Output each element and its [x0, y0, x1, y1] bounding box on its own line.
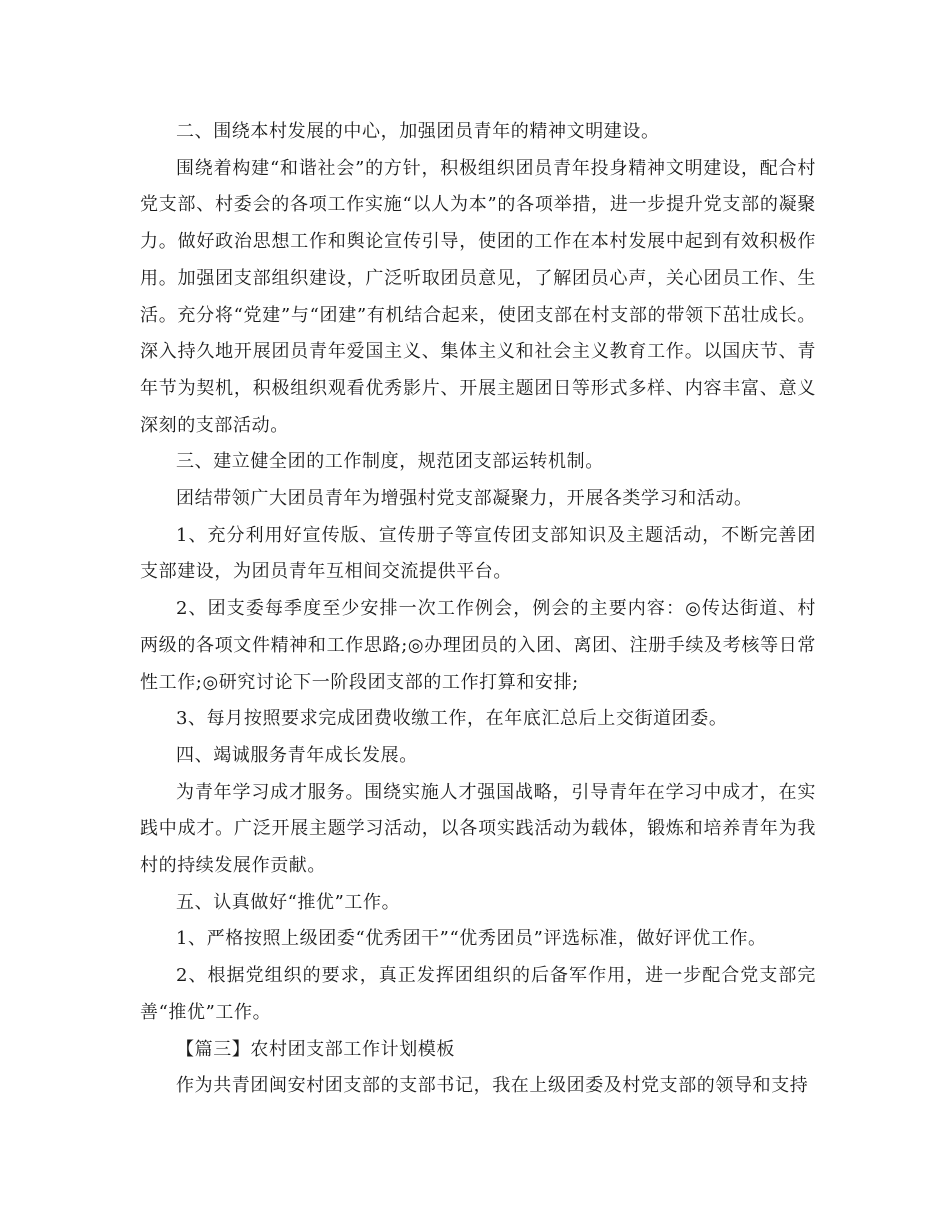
- article-title: 【篇三】农村团支部工作计划模板: [176, 1038, 455, 1060]
- list-item: 2、根据党组织的要求，真正发挥团组织的后备军作用，进一步配合党支部完善“推优”工作。: [140, 965, 816, 1023]
- section-heading-four: 四、竭诚服务青年成长发展。: [176, 744, 418, 766]
- list-item: 1、严格按照上级团委“优秀团干”“优秀团员”评选标准，做好评优工作。: [176, 928, 767, 950]
- body-paragraph: 为青年学习成才服务。围绕实施人才强国战略，引导青年在学习中成才，在实践中成才。广泛开展主题学习活动，以各项实践活动为载体，锻炼和培养青年为我村的持续发展作贡献。: [140, 781, 816, 877]
- list-item: 2、团支委每季度至少安排一次工作例会，例会的主要内容：◎传达街道、村两级的各项文件精神和工作思路;◎办理团员的入团、离团、注册手续及考核等日常性工作;◎研究讨论下一阶段团支部的工作打算和安排;: [140, 598, 816, 693]
- list-item: 1、充分利用好宣传版、宣传册子等宣传团支部知识及主题活动，不断完善团支部建设，为团员青年互相间交流提供平台。: [140, 524, 816, 583]
- section-heading-two: 二、围绕本村发展的中心，加强团员青年的精神文明建设。: [176, 121, 660, 142]
- document-body: [140, 114, 816, 1105]
- section-heading-five: 五、认真做好“推优”工作。: [176, 891, 401, 913]
- section-heading-three: 三、建立健全团的工作制度，规范团支部运转机制。: [176, 451, 604, 473]
- body-paragraph: 围绕着构建“和谐社会”的方针，积极组织团员青年投身精神文明建设，配合村党支部、村委会的各项工作实施“以人为本”的各项举措，进一步提升党支部的凝聚力。做好政治思想工作和舆论宣传引导，使团的工作在本村发展中起到有效积极作用。加强团支部组织建设，广泛听取团员意见，了解团员心声，关心团员工作、生活。充分将“党建”与“团建”有机结合起来，使团支部在村支部的带领下茁壮成长。深入持久地开展团员青年爱国主义、集体主义和社会主义教育工作。以国庆节、青年节为契机，积极组织观看优秀影片、开展主题团日等形式多样、内容丰富、意义深刻的支部活动。: [140, 157, 816, 436]
- body-paragraph: 团结带领广大团员青年为增强村党支部凝聚力，开展各类学习和活动。: [176, 488, 753, 510]
- list-item: 3、每月按照要求完成团费收缴工作，在年底汇总后上交街道团委。: [176, 708, 728, 730]
- body-paragraph: 作为共青团闽安村团支部的支部书记，我在上级团委及村党支部的领导和支持: [176, 1075, 809, 1097]
